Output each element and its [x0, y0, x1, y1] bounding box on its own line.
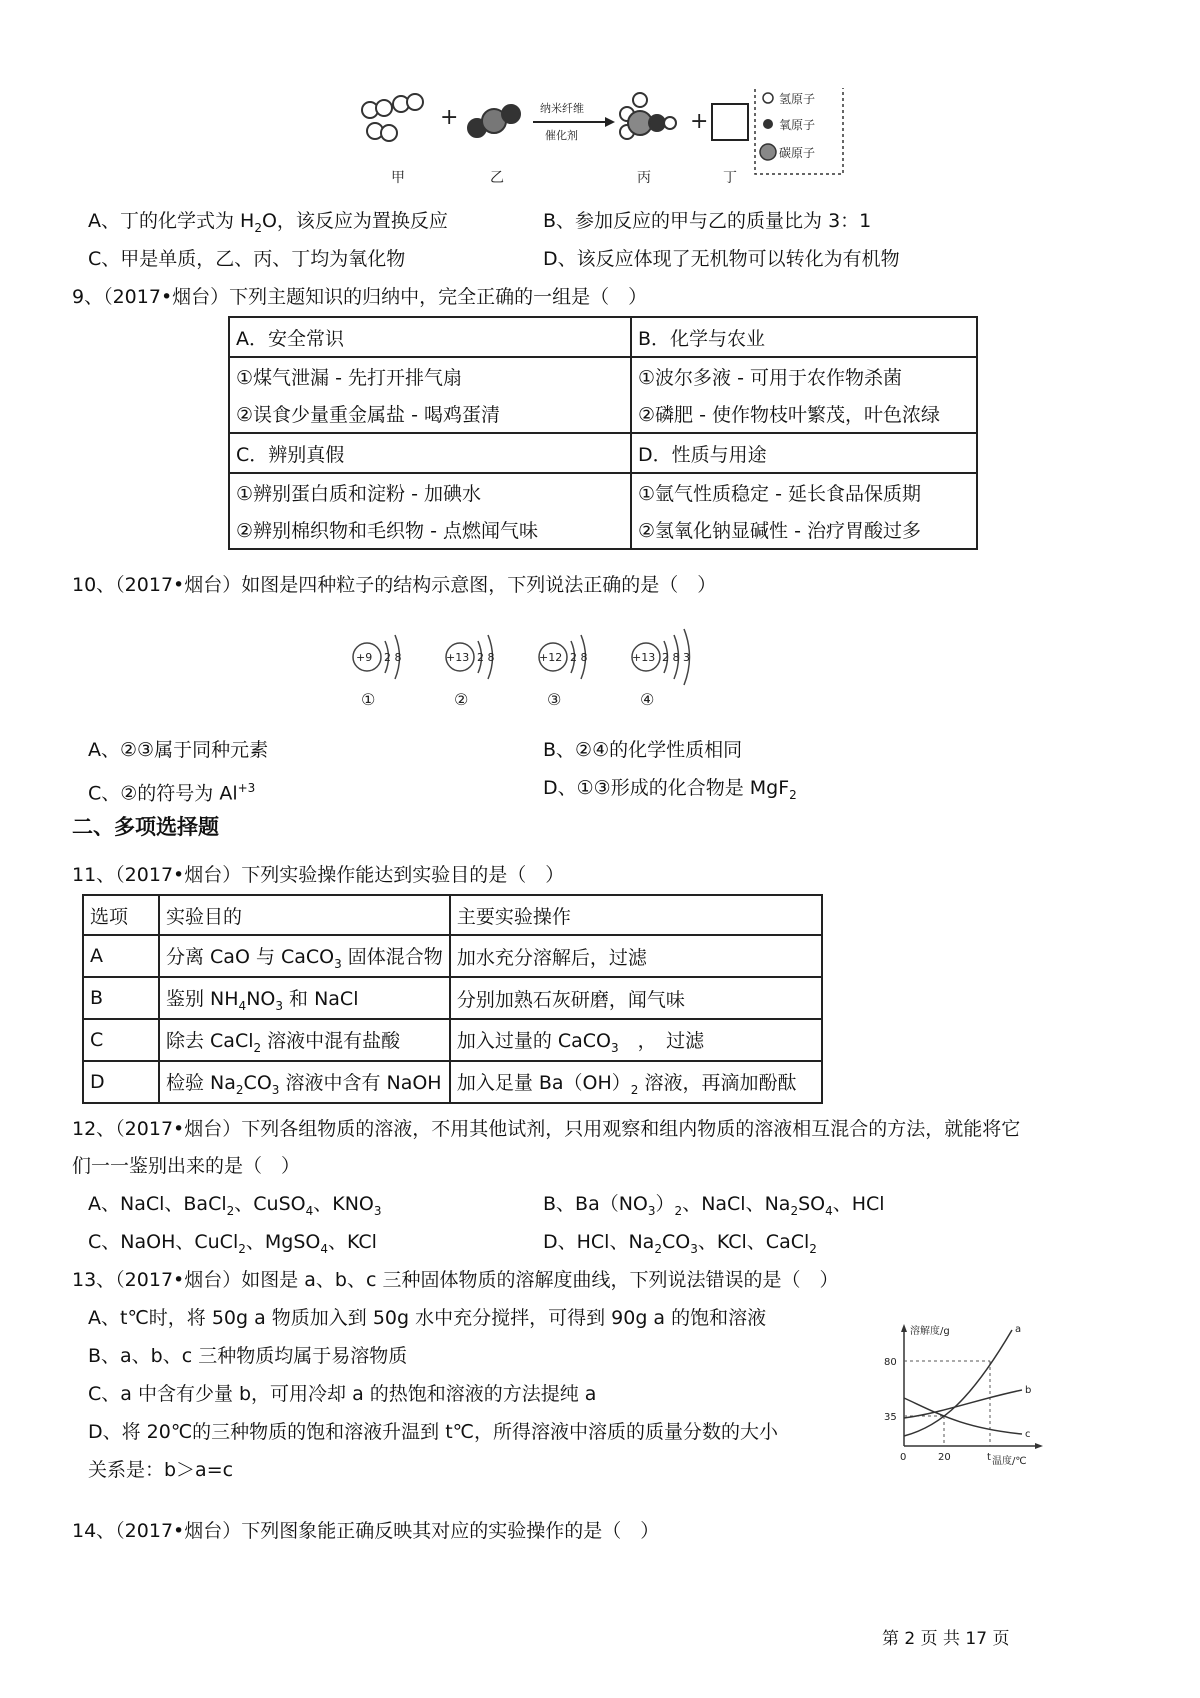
svg-text:2 8: 2 8 [570, 651, 588, 664]
q11-cell-goal: 分离 CaO 与 CaCO$_3$ 固体混合物 [159, 935, 450, 977]
q10-option-a: A、②③属于同种元素 [88, 739, 269, 761]
q13-option-a: A、t℃时，将 50g a 物质加入到 50g 水中充分搅拌，可得到 90g a 的饱和溶液 [88, 1307, 767, 1329]
graph-y-tick: 80 [884, 1357, 897, 1368]
q11-cell-operation: 加入过量的 CaCO$_3$ ， 过滤 [450, 1019, 822, 1061]
q8-option-c: C、甲是单质，乙、丙、丁均为氧化物 [88, 248, 406, 270]
atom-2 [446, 635, 495, 709]
svg-text:+: + [440, 105, 459, 130]
reactant-jia-molecules [362, 94, 423, 141]
curve-c-label: c [1025, 1429, 1031, 1440]
legend-hydrogen: 氢原子 [779, 92, 816, 106]
q9-cell: ①氩气性质稳定 - 延长食品保质期 [631, 473, 977, 511]
graph-y-label: 溶解度/g [910, 1326, 950, 1337]
q11-row-b [83, 977, 822, 1019]
atom-4 [632, 629, 690, 709]
q11-cell-goal: 除去 CaCl$_2$ 溶液中混有盐酸 [159, 1019, 450, 1061]
curve-b-label: b [1025, 1385, 1032, 1396]
carbon-atom-icon [760, 144, 776, 160]
svg-text:④: ④ [640, 690, 655, 709]
svg-text:+13: +13 [446, 651, 470, 664]
curve-a [904, 1330, 1012, 1436]
q11-row-c [83, 1019, 822, 1061]
q11-row-a [83, 935, 822, 977]
graph-x-label: 温度/℃ [992, 1456, 1027, 1467]
svg-text:②: ② [454, 690, 469, 709]
q13-option-c: C、a 中含有少量 b，可用冷却 a 的热饱和溶液的方法提纯 a [88, 1383, 597, 1405]
svg-text:+: + [690, 109, 709, 134]
section-heading: 二、多项选择题 [72, 815, 219, 839]
q12-option-d: D、HCl、$Na_2CO_3$、KCl、CaCl$_2$ [543, 1231, 817, 1256]
q11-header-cell: 主要实验操作 [450, 895, 822, 935]
atom-1 [353, 635, 402, 709]
label-yi: 乙 [490, 170, 504, 186]
q10-option-c: C、②的符号为 $Al^{+3}$ [88, 781, 256, 805]
q9-cell: ②误食少量重金属盐 - 喝鸡蛋清 [229, 395, 631, 433]
q12-stem-line-1: 12、（2017•烟台）下列各组物质的溶液，不用其他试剂，只用观察和组内物质的溶液相互混合的方法，就能将它 [72, 1118, 1021, 1140]
solubility-graph [872, 1318, 1052, 1468]
q11-header-cell: 实验目的 [159, 895, 450, 935]
svg-text:③: ③ [547, 690, 562, 709]
reaction-diagram [355, 88, 845, 188]
q12-option-b: B、$Ba(NO_3)_2$、NaCl、$Na_2SO_4$、HCl [543, 1193, 885, 1218]
q13-option-d-line-1: D、将 20℃的三种物质的饱和溶液升温到 t℃，所得溶液中溶质的质量分数的大小 [88, 1421, 779, 1443]
q12-option-c: C、NaOH、CuCl$_2$、MgSO$_4$、KCl [88, 1231, 377, 1256]
q10-stem: 10、（2017•烟台）如图是四种粒子的结构示意图，下列说法正确的是（ ） [72, 574, 717, 596]
q11-cell-option: D [83, 1061, 159, 1103]
svg-text:+9: +9 [356, 651, 373, 664]
graph-x-tick: t [987, 1452, 991, 1463]
page-footer: 第 2 页 共 17 页 [882, 1629, 1010, 1649]
q11-cell-option: A [83, 935, 159, 977]
q10-option-d: D、①③形成的化合物是 MgF$_2$ [543, 777, 797, 802]
q8-option-b: B、参加反应的甲与乙的质量比为 3：1 [543, 210, 872, 232]
q9-cell: ②氢氧化钠显碱性 - 治疗胃酸过多 [631, 511, 977, 549]
q11-header-cell: 选项 [83, 895, 159, 935]
graph-y-tick: 35 [884, 1412, 897, 1423]
q8-option-a: A、丁的化学式为 $H_2O$，该反应为置换反应 [88, 210, 448, 235]
q11-cell-option: C [83, 1019, 159, 1061]
svg-text:+13: +13 [632, 651, 656, 664]
q9-cell: C．辨别真假 [229, 433, 631, 473]
legend-carbon: 碳原子 [779, 146, 816, 160]
q11-row-d [83, 1061, 822, 1103]
arrow-top-label: 纳米纤维 [540, 102, 584, 115]
q14-stem: 14、（2017•烟台）下列图象能正确反映其对应的实验操作的是（ ） [72, 1520, 660, 1542]
svg-text:2 8: 2 8 [477, 651, 495, 664]
q11-table [82, 894, 823, 1104]
product-bing-molecule [620, 93, 676, 139]
q12-stem-line-2: 们一一鉴别出来的是（ ） [72, 1155, 301, 1177]
q9-cell: ①辨别蛋白质和淀粉 - 加碘水 [229, 473, 631, 511]
q11-stem: 11、（2017•烟台）下列实验操作能达到实验目的是（ ） [72, 864, 565, 886]
label-ding: 丁 [723, 170, 737, 186]
q13-stem: 13、（2017•烟台）如图是 a、b、c 三种固体物质的溶解度曲线，下列说法错误的是（ ） [72, 1269, 839, 1291]
atom-3 [539, 635, 588, 709]
q9-cell: ②磷肥 - 使作物枝叶繁茂，叶色浓绿 [631, 395, 977, 433]
q9-table [228, 316, 978, 550]
curve-a-label: a [1015, 1324, 1022, 1335]
legend-oxygen: 氧原子 [779, 118, 816, 132]
q10-option-b: B、②④的化学性质相同 [543, 739, 743, 761]
q9-cell: ①煤气泄漏 - 先打开排气扇 [229, 357, 631, 395]
q9-cell: ①波尔多液 - 可用于农作物杀菌 [631, 357, 977, 395]
q11-cell-goal: 鉴别 $NH_4NO_3$ 和 NaCl [159, 977, 450, 1019]
product-ding-box [712, 104, 748, 140]
q9-cell: A．安全常识 [229, 317, 631, 357]
q11-cell-operation: 加水充分溶解后，过滤 [450, 935, 822, 977]
arrow-bottom-label: 催化剂 [545, 129, 578, 142]
svg-text:+12: +12 [539, 651, 563, 664]
hydrogen-atom-icon [763, 93, 773, 103]
atom-structure-diagram [340, 615, 740, 710]
q9-cell: B．化学与农业 [631, 317, 977, 357]
q12-option-a: A、NaCl、BaCl$_2$、CuSO$_4$、$KNO_3$ [88, 1193, 382, 1218]
label-jia: 甲 [391, 170, 405, 186]
q9-cell: D．性质与用途 [631, 433, 977, 473]
svg-text:2 8: 2 8 [384, 651, 402, 664]
svg-text:①: ① [361, 690, 376, 709]
graph-x-tick: 0 [900, 1452, 907, 1463]
graph-x-tick: 20 [938, 1452, 951, 1463]
oxygen-atom-icon [763, 119, 773, 129]
q11-cell-goal: 检验 $Na_2CO_3$ 溶液中含有 NaOH [159, 1061, 450, 1103]
label-bing: 丙 [637, 170, 651, 186]
q13-option-d-line-2: 关系是：b＞a=c [88, 1459, 234, 1481]
curve-c [904, 1398, 1022, 1434]
q8-option-d: D、该反应体现了无机物可以转化为有机物 [543, 248, 900, 270]
q13-option-b: B、a、b、c 三种物质均属于易溶物质 [88, 1345, 408, 1367]
q11-cell-operation: 加入足量 $Ba(OH)_2$ 溶液，再滴加酚酞 [450, 1061, 822, 1103]
q9-stem: 9、（2017•烟台）下列主题知识的归纳中，完全正确的一组是（ ） [72, 286, 648, 308]
reactant-yi-molecule [468, 105, 520, 137]
q11-cell-operation: 分别加熟石灰研磨，闻气味 [450, 977, 822, 1019]
svg-text:2 8 3: 2 8 3 [662, 651, 690, 664]
q11-cell-option: B [83, 977, 159, 1019]
q9-cell: ②辨别棉织物和毛织物 - 点燃闻气味 [229, 511, 631, 549]
curve-b [904, 1390, 1022, 1418]
